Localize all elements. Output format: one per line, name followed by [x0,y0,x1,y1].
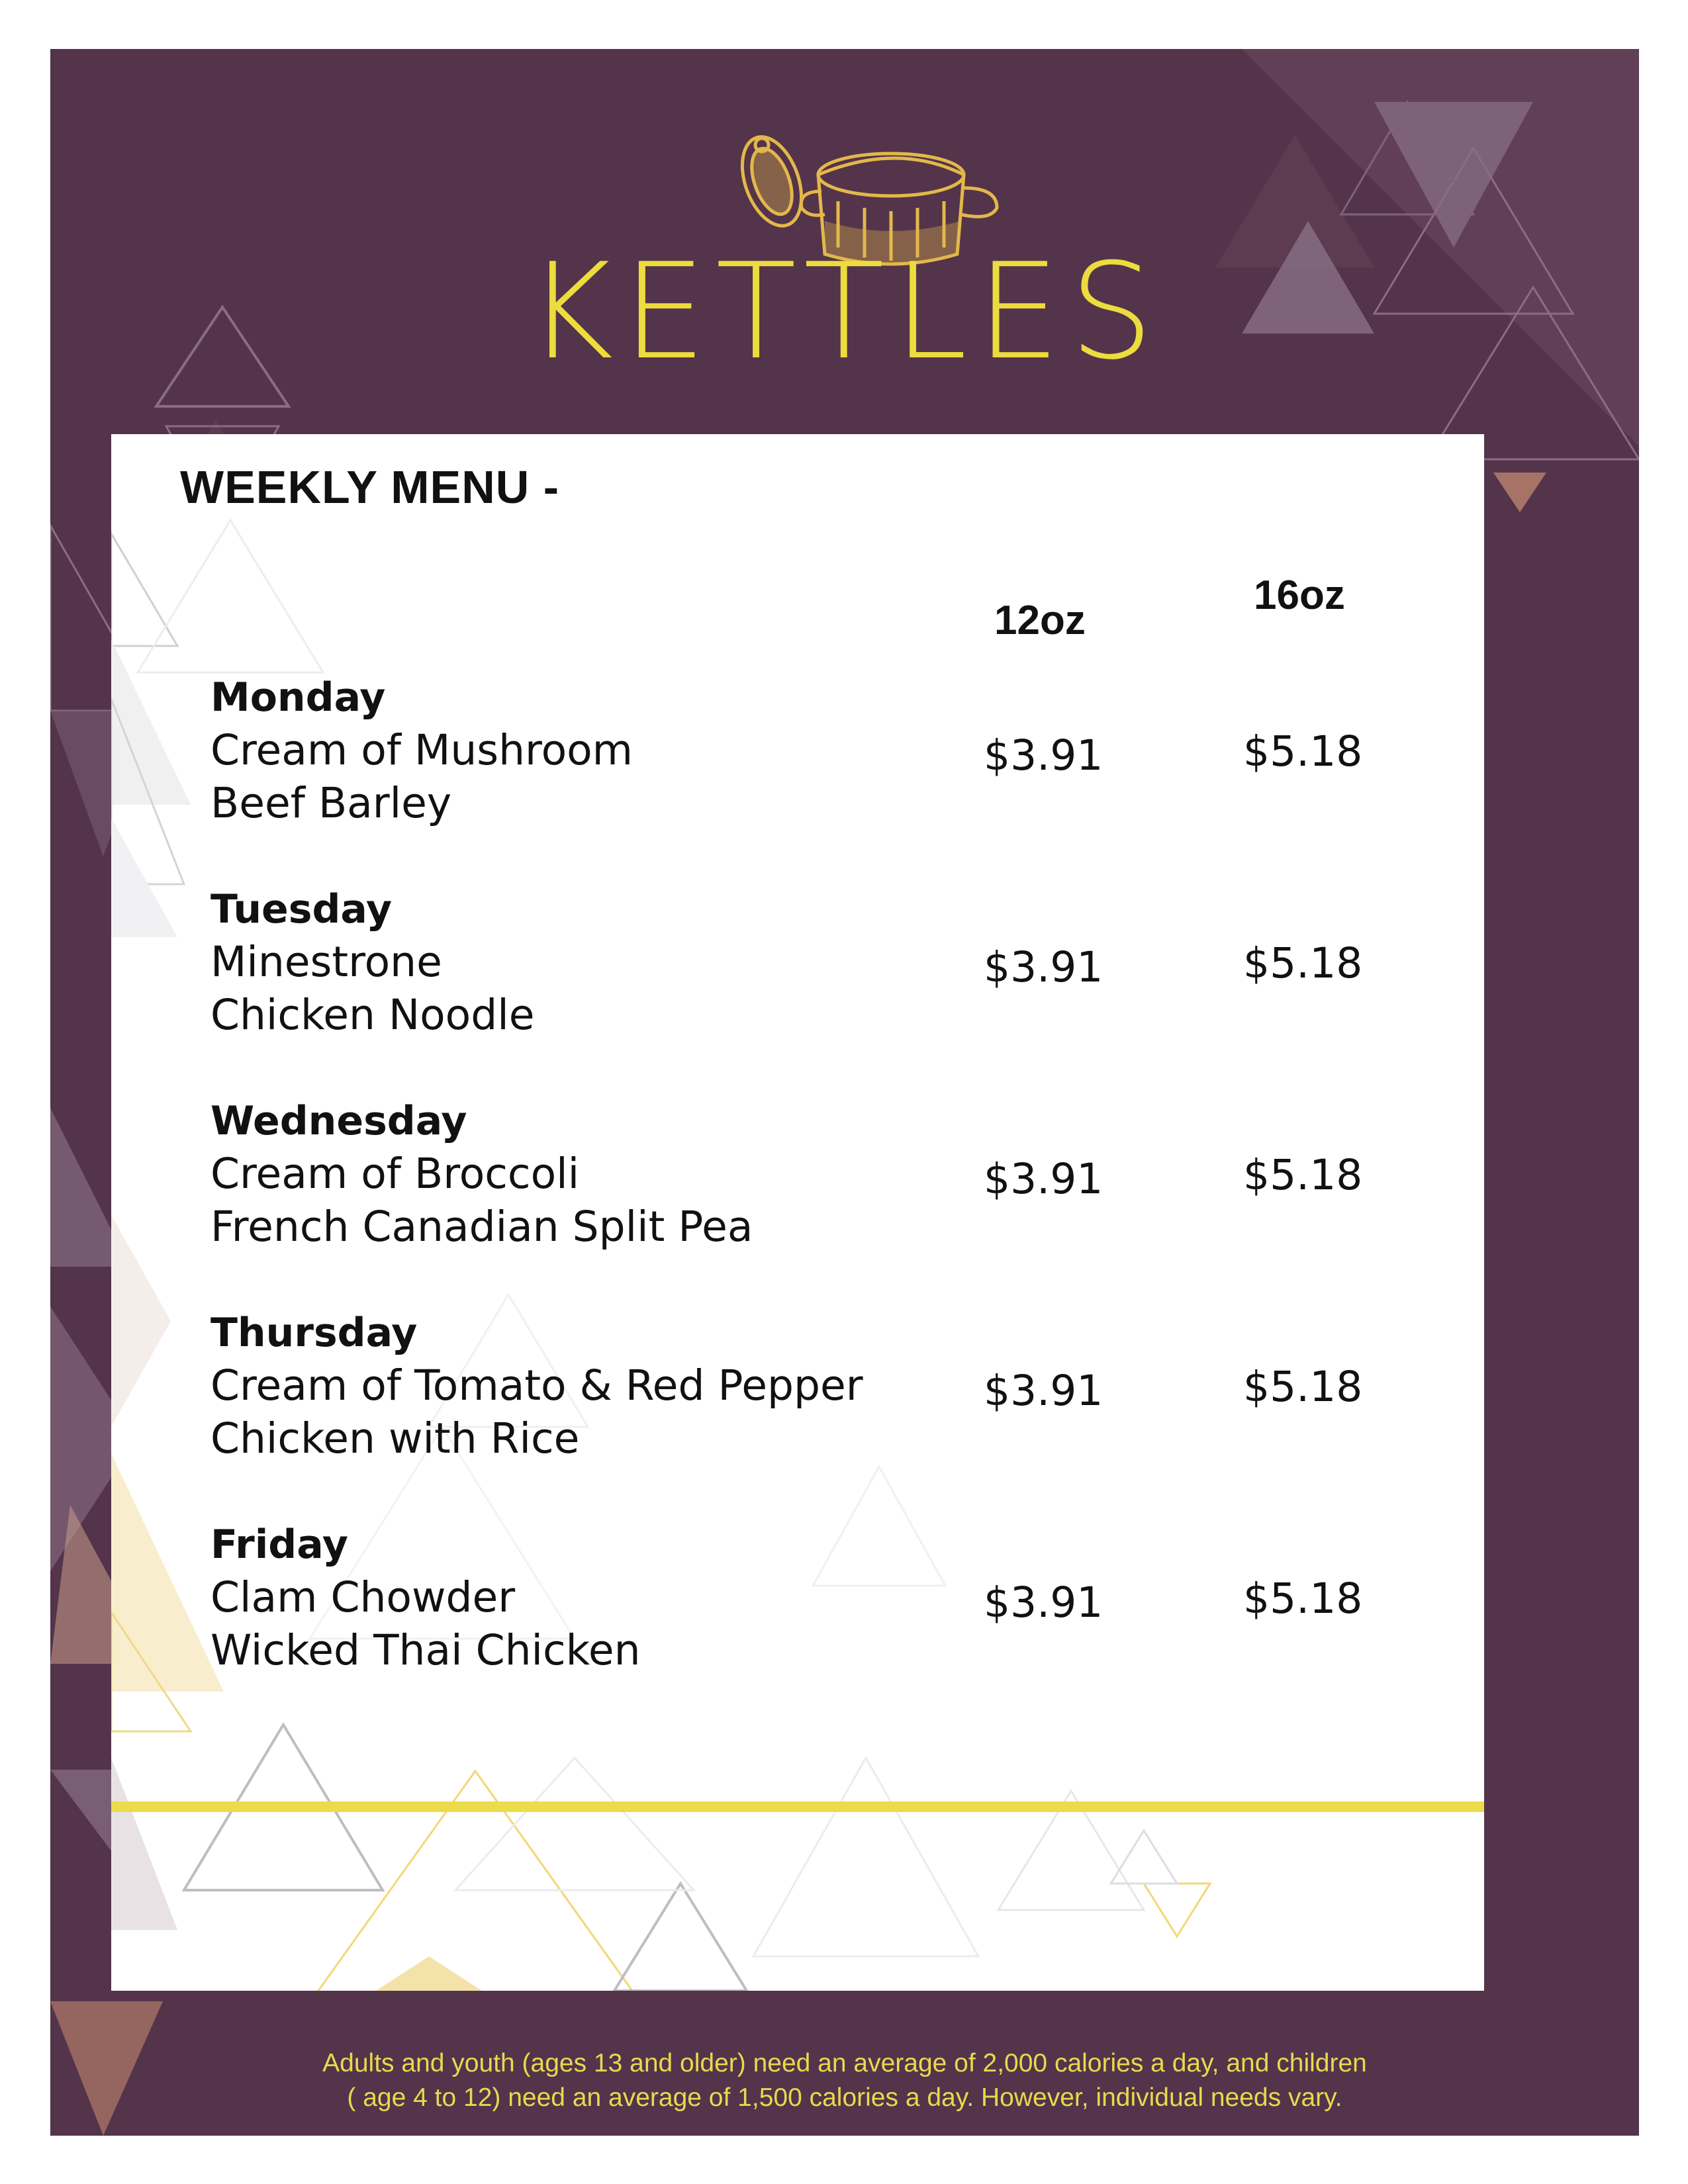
price-16oz-friday: $5.18 [1243,1574,1363,1623]
yellow-divider [111,1801,1484,1812]
price-12oz-tuesday: $3.91 [984,943,1103,991]
price-12oz-monday: $3.91 [984,731,1103,780]
soup-item: Beef Barley [211,779,452,827]
soup-item: Clam Chowder [211,1573,516,1621]
day-name: Thursday [211,1310,418,1356]
footnote-line-2: ( age 4 to 12) need an average of 1,500 calories a day. However, individual needs vary. [347,2083,1342,2112]
price-12oz-wednesday: $3.91 [984,1155,1103,1203]
brand-name: KETTLES [526,235,1163,389]
column-header-16oz: 16oz [1254,572,1345,618]
day-thursday [211,1306,1031,1465]
day-wednesday [211,1095,1031,1253]
price-16oz-wednesday: $5.18 [1243,1151,1363,1199]
price-12oz-friday: $3.91 [984,1578,1103,1627]
soup-item: Cream of Broccoli [211,1150,580,1198]
menu-title: WEEKLY MENU - [180,461,560,513]
soup-item: Minestrone [211,938,442,986]
day-monday [211,671,1031,830]
soup-item: Chicken Noodle [211,991,535,1039]
day-name: Monday [211,674,386,721]
price-12oz-thursday: $3.91 [984,1367,1103,1415]
price-16oz-tuesday: $5.18 [1243,939,1363,987]
footnote-line-1: Adults and youth (ages 13 and older) need an average of 2,000 calories a day, and children [322,2049,1367,2077]
calorie-footnote [50,2046,1639,2115]
soup-item: French Canadian Split Pea [211,1203,753,1251]
day-tuesday [211,883,1031,1042]
price-16oz-monday: $5.18 [1243,727,1363,776]
day-name: Tuesday [211,886,393,933]
soup-item: Wicked Thai Chicken [211,1626,641,1674]
brand-logo [50,49,1639,486]
menu-card [111,434,1484,1991]
price-16oz-thursday: $5.18 [1243,1363,1363,1411]
day-name: Wednesday [211,1098,467,1144]
day-friday [211,1518,1031,1677]
soup-item: Chicken with Rice [211,1414,580,1463]
column-header-12oz: 12oz [994,598,1086,643]
soup-item: Cream of Mushroom [211,726,633,774]
soup-item: Cream of Tomato & Red Pepper [211,1361,863,1410]
day-name: Friday [211,1522,349,1568]
